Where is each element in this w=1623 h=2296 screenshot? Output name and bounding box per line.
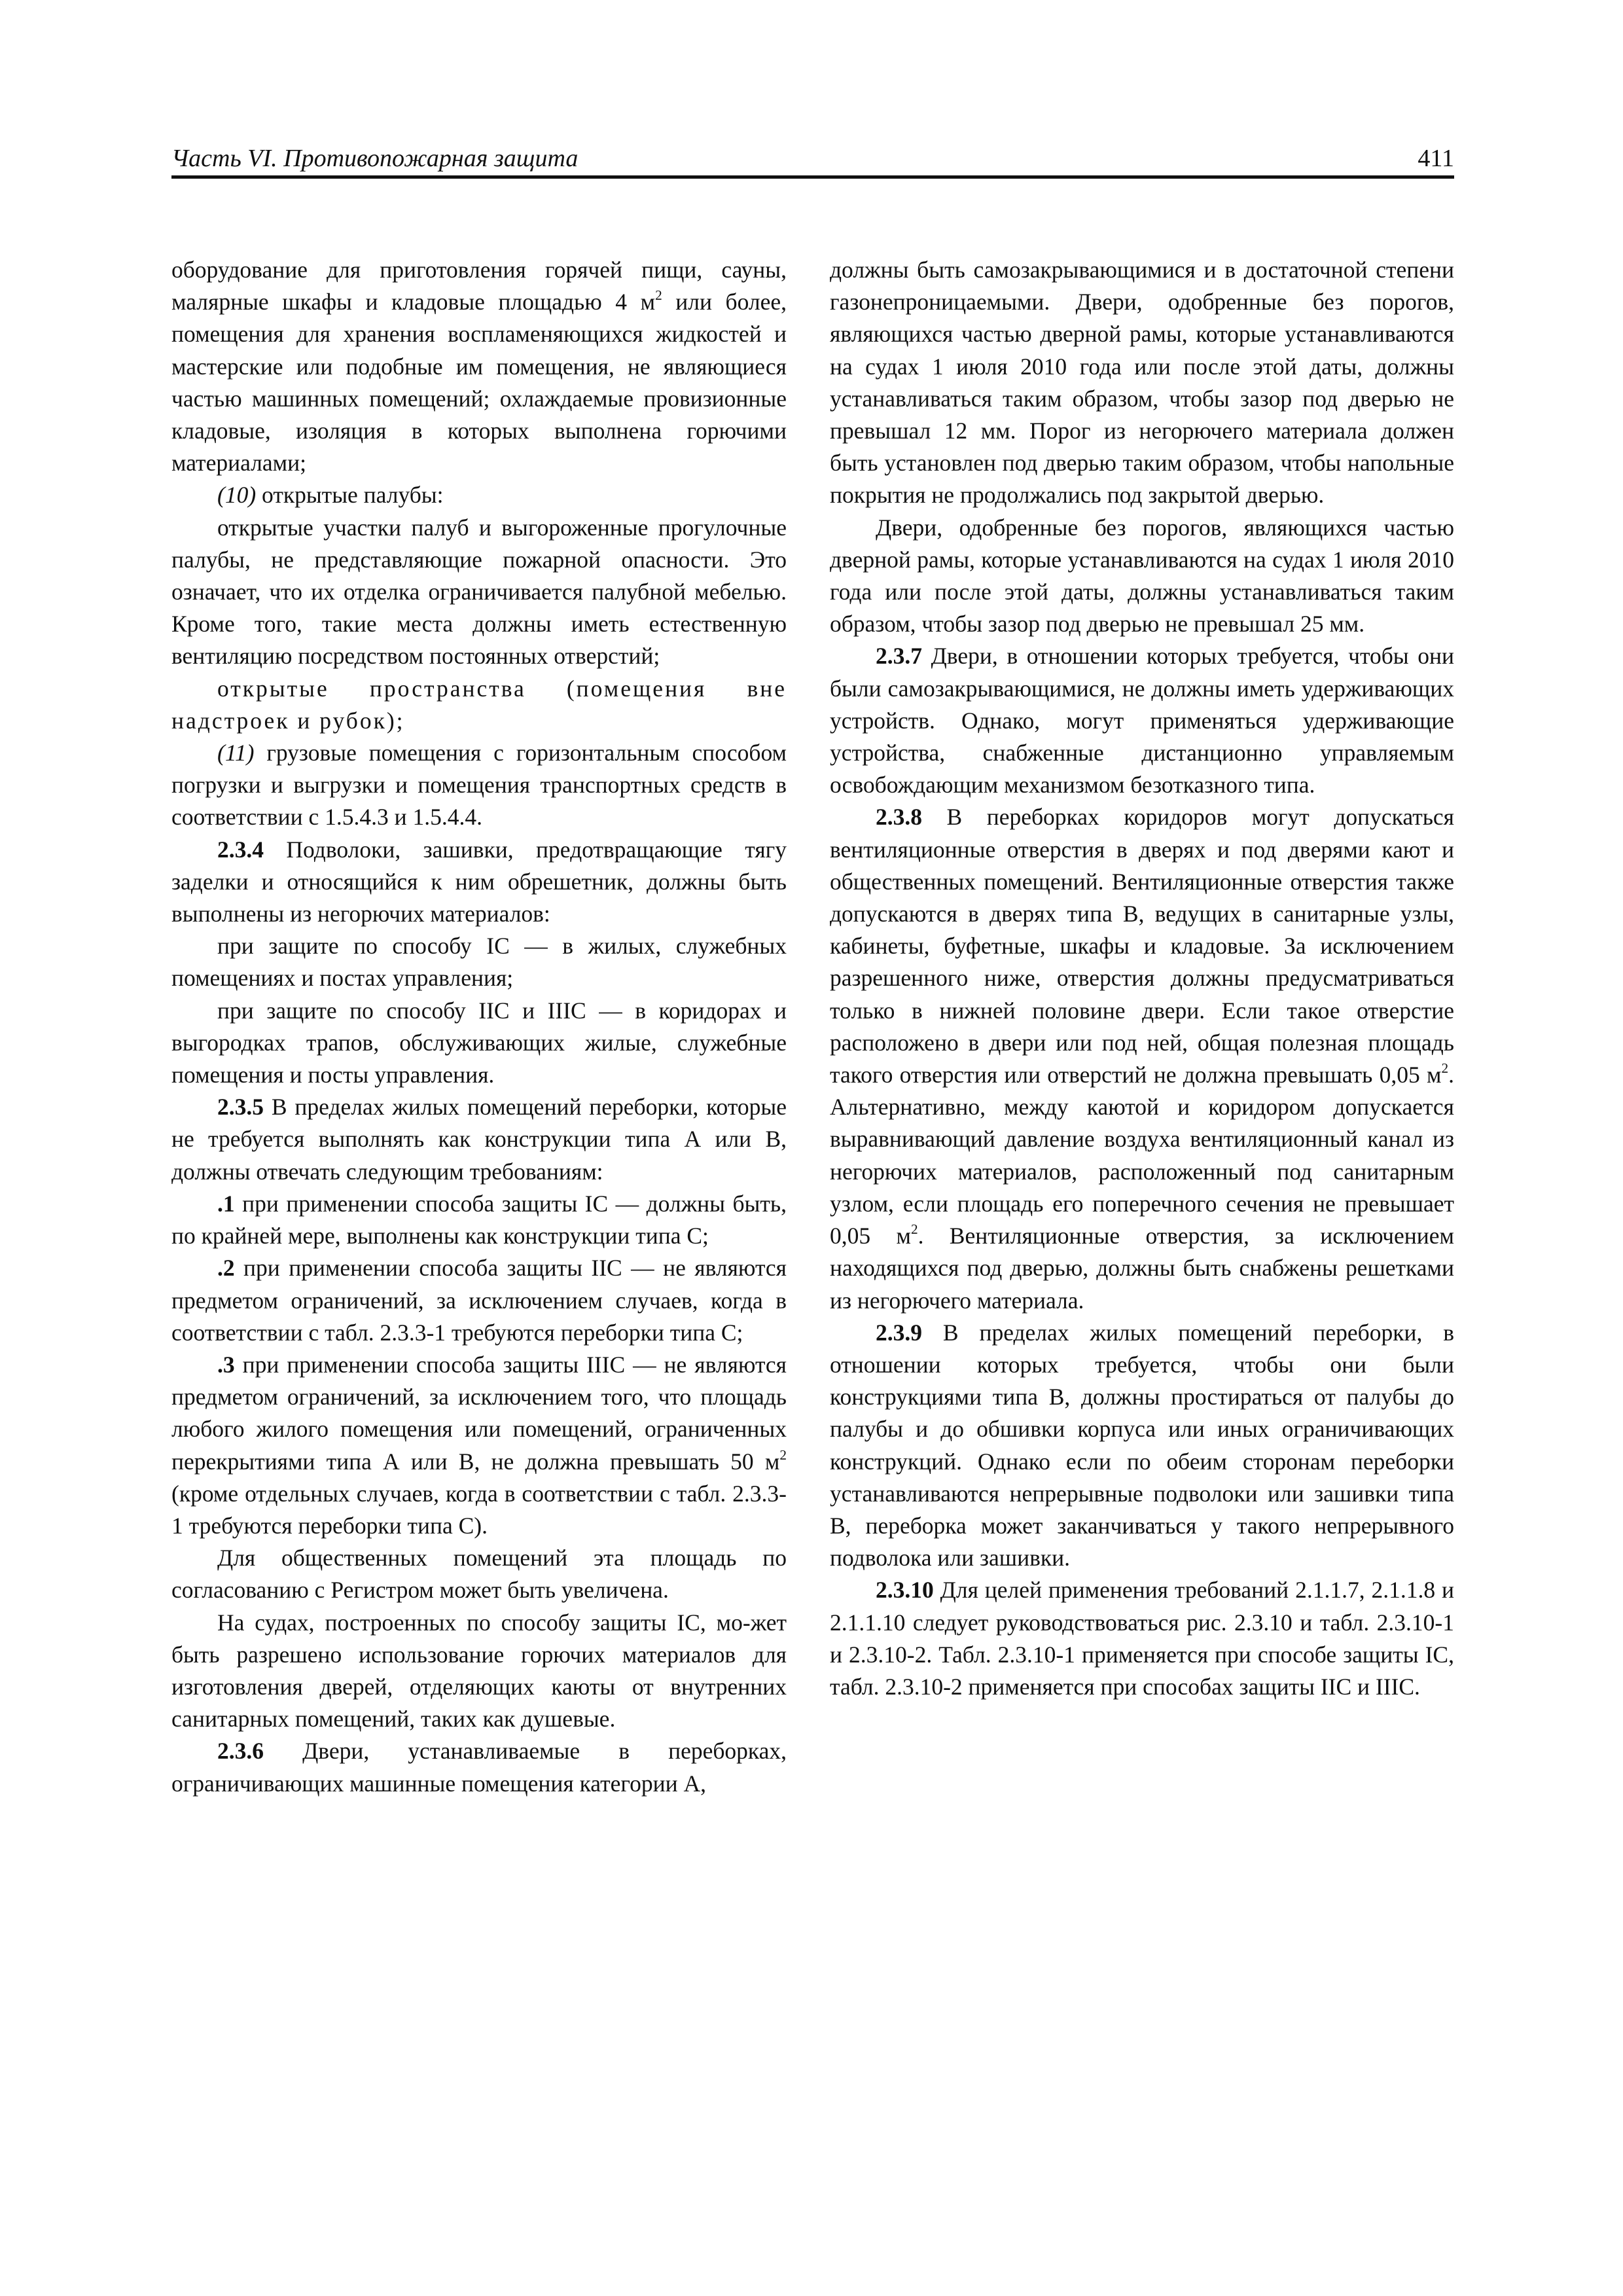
paragraph: (11) грузовые помещения с горизонтальным способом погрузки и выгрузки и помещения транспортных средств в соответствии с 1.5.4.3 и 1.5.4.4.	[171, 740, 787, 831]
paragraph: оборудование для приготовления горячей пищи, сауны, малярные шкафы и кладовые площадью 4 $м^2$ или более, помещения для хранения воспламеняющихся жидкостей и мастерские или подобные им помещения, не являющиеся частью машинных помещений; охлаждаемые провизионные кладовые, изоляция в которых выполнена горючими материалами;	[171, 257, 787, 476]
section-2-3-6: 2.3.6 Двери, устанавливаемые в переборках, ограничивающих машинные помещения категории А,	[171, 1738, 787, 1797]
page-header	[171, 143, 1454, 177]
section-2-3-9: 2.3.9 В пределах жилых помещений переборки, в отношении которых требуется, чтобы они были конструкциями типа В, должны простираться от палубы до палубы и до обшивки корпуса или иных ограничивающих конструкций. Однако если по обеим сторонам переборки устанавливаются непрерывные подволоки или зашивки типа В, переборка может заканчиваться у такого непрерывного подволока или зашивки.	[830, 1319, 1454, 1571]
section-2-3-4: 2.3.4 Подволоки, зашивки, предотвращающие тягу заделки и относящийся к ним обрешетник, должны быть выполнены из негорючих материалов:	[171, 836, 787, 927]
paragraph: при защите по способу IС — в жилых, служебных помещениях и постах управления;	[171, 933, 787, 992]
paragraph: Двери, одобренные без порогов, являющихся частью дверной рамы, которые устанавливаются на судах 1 июля 2010 года или после этой даты, должны устанавливаться таким образом, чтобы зазор под дверью не превышал 25 мм.	[830, 514, 1454, 637]
section-2-3-5: 2.3.5 В пределах жилых помещений переборки, которые не требуется выполнять как конструкции типа А или В, должны отвечать следующим требованиям:	[171, 1094, 787, 1185]
section-2-3-10: 2.3.10 Для целей применения требований 2.1.1.7, 2.1.1.8 и 2.1.1.10 следует руководствоваться рис. 2.3.10 и табл. 2.3.10-1 и 2.3.10-2. Табл. 2.3.10-1 применяется при способе защиты IС, табл. 2.3.10-2 применяется при способах защиты IIС и IIIС.	[830, 1577, 1454, 1700]
right-column	[830, 254, 1454, 1703]
list-item: .3 при применении способа защиты IIIС — не являются предметом ограничений, за исключением того, что площадь любого жилого помещения или помещений, ограниченных перекрытиями типа А или В, не должна превышать 50 $м^2$ (кроме отдельных случаев, когда в соответствии с табл. 2.3.3-1 требуются переборки типа С).	[171, 1351, 787, 1539]
list-item: .2 при применении способа защиты IIС — не являются предметом ограничений, за исключением случаев, когда в соответствии с табл. 2.3.3-1 требуются переборки типа С;	[171, 1255, 787, 1346]
paragraph: при защите по способу IIС и IIIС — в коридорах и выгородках трапов, обслуживающих жилые, служебные помещения и посты управления.	[171, 997, 787, 1088]
paragraph: открытые пространства (помещения вне надстроек и рубок);	[171, 675, 787, 734]
paragraph: должны быть самозакрывающимися и в достаточной степени газонепроницаемыми. Двери, одобренные без порогов, являющихся частью дверной рамы, которые устанавливаются на судах 1 июля 2010 года или после этой даты, должны устанавливаться таким образом, чтобы зазор под дверью не превышал 12 мм. Порог из негорючего материала должен быть установлен под дверью таким образом, чтобы напольные покрытия не продолжались под закрытой дверью.	[830, 257, 1454, 509]
list-item: .1 при применении способа защиты IС — должны быть, по крайней мере, выполнены как конструкции типа С;	[171, 1190, 787, 1249]
paragraph: открытые участки палуб и выгороженные прогулочные палубы, не представляющие пожарной опасности. Это означает, что их отделка ограничивается палубной мебелью. Кроме того, такие места должны иметь естественную вентиляцию посредством постоянных отверстий;	[171, 514, 787, 670]
left-column	[171, 254, 787, 1800]
header-rule	[171, 175, 1454, 179]
paragraph: На судах, построенных по способу защиты IС, мо-жет быть разрешено использование горючих материалов для изготовления дверей, отделяющих каюты от внутренних санитарных помещений, таких как душевые.	[171, 1609, 787, 1732]
paragraph: (10) открытые палубы:	[217, 482, 444, 509]
page-number: 411	[1418, 145, 1454, 172]
section-2-3-7: 2.3.7 Двери, в отношении которых требуется, чтобы они были самозакрывающимися, не должны иметь удерживающих устройств. Однако, могут применяться удерживающие устройства, снабженные дистанционно управляемым освобождающим механизмом безотказного типа.	[830, 643, 1454, 798]
section-2-3-8: 2.3.8 В переборках коридоров могут допускаться вентиляционные отверстия в дверях и под дверями кают и общественных помещений. Вентиляционные отверстия также допускаются в дверях типа В, ведущих в санитарные узлы, кабинеты, буфетные, шкафы и кладовые. За исключением разрешенного ниже, отверстия должны предусматриваться только в нижней половине двери. Если такое отверстие расположено в двери или под ней, общая полезная площадь такого отверстия или отверстий не должна превышать 0,05 $м^2$. Альтернативно, между каютой и коридором допускается выравнивающий давление воздуха вентиляционный канал из негорючих материалов, расположенный под санитарным узлом, если площадь его поперечного сечения не превышает 0,05 $м^2$. Вентиляционные отверстия, за исключением находящихся под дверью, должны быть снабжены решетками из негорючего материала.	[830, 804, 1454, 1314]
running-title: Часть VI. Противопожарная защита	[171, 145, 579, 172]
paragraph: Для общественных помещений эта площадь по согласованию с Регистром может быть увеличена.	[171, 1545, 787, 1604]
